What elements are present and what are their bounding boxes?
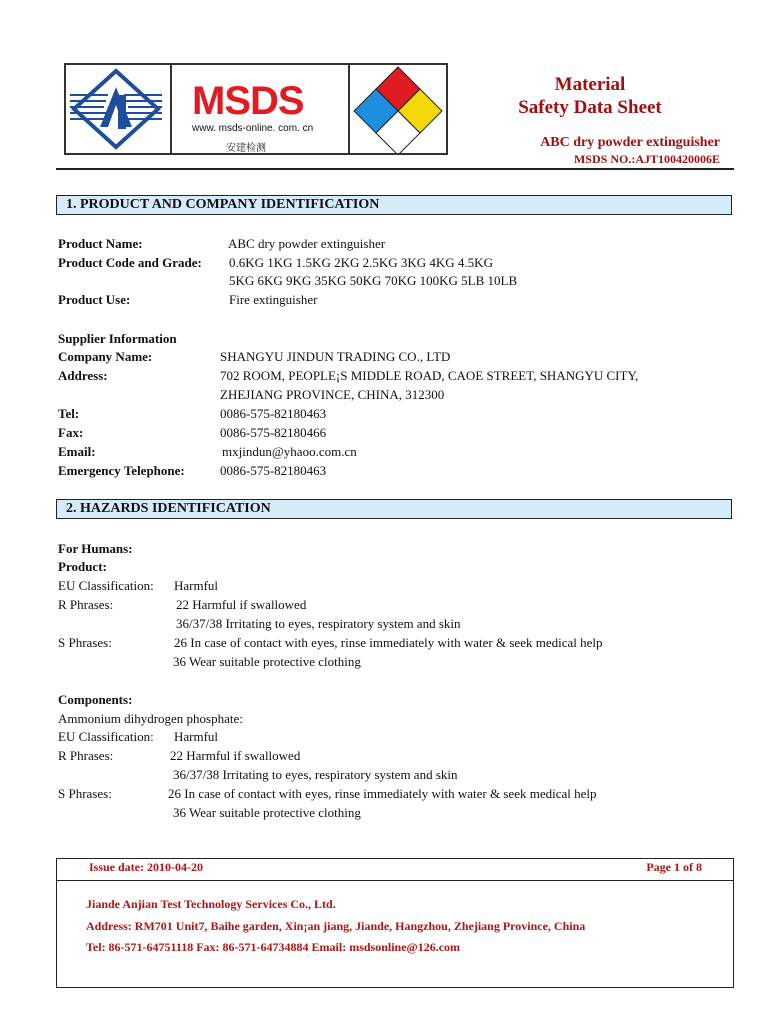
- component-s-phrase-2: 36 Wear suitable protective clothing: [173, 805, 361, 820]
- footer-company: Jiande Anjian Test Technology Services Co., Ltd.: [86, 897, 336, 911]
- component-eu-value: Harmful: [174, 729, 219, 744]
- msds-number: MSDS NO.:AJT100420006E: [573, 152, 720, 166]
- r-phrases-label: R Phrases:: [58, 597, 114, 612]
- product-code-line1: 0.6KG 1KG 1.5KG 2KG 2.5KG 3KG 4KG 4.5KG: [229, 255, 493, 270]
- tel-value: 0086-575-82180463: [220, 406, 327, 421]
- s-phrases-label: S Phrases:: [58, 635, 112, 650]
- component-s-label: S Phrases:: [58, 786, 112, 801]
- fax-value: 0086-575-82180466: [220, 425, 327, 440]
- component-r-phrase-1: 22 Harmful if swallowed: [170, 748, 301, 763]
- nfpa-diamond: [348, 65, 446, 153]
- product-code-line2: 5KG 6KG 9KG 35KG 50KG 70KG 100KG 5LB 10LB: [229, 273, 518, 288]
- address-line1: 702 ROOM, PEOPLE¡S MIDDLE ROAD, CAOE STREET, SHANGYU CITY,: [220, 368, 639, 383]
- msds-url: www. msds-online. com. cn: [192, 123, 314, 134]
- component-r-phrase-2: 36/37/38 Irritating to eyes, respiratory system and skin: [173, 767, 458, 782]
- nfpa-diamond-icon: [348, 65, 448, 153]
- product-use-value: Fire extinguisher: [229, 292, 318, 307]
- aj-logo-icon: [66, 65, 166, 153]
- header-divider: [56, 168, 734, 170]
- component-eu-label: EU Classification:: [58, 729, 154, 744]
- product-subheading: Product:: [58, 559, 107, 574]
- section1-heading: 1. PRODUCT AND COMPANY IDENTIFICATION: [56, 195, 732, 215]
- product-use-label: Product Use:: [58, 292, 131, 307]
- footer-contact: Tel: 86-571-64751118 Fax: 86-571-64734884 Email: msdsonline@126.com: [86, 940, 461, 954]
- issue-date: Issue date: 2010-04-20: [89, 860, 203, 874]
- doc-product-subtitle: ABC dry powder extinguisher: [540, 135, 720, 150]
- emergency-phone-value: 0086-575-82180463: [220, 463, 327, 478]
- product-code-label: Product Code and Grade:: [58, 255, 202, 270]
- address-label: Address:: [58, 368, 108, 383]
- component-r-label: R Phrases:: [58, 748, 114, 763]
- footer-divider: [56, 880, 734, 881]
- s-phrase-1: 26 In case of contact with eyes, rinse immediately with water & seek medical help: [174, 635, 603, 650]
- s-phrase-2: 36 Wear suitable protective clothing: [173, 654, 361, 669]
- msds-logo: [170, 65, 350, 153]
- components-label: Components:: [58, 692, 133, 707]
- msds-chinese-tagline: 安建检测: [226, 143, 266, 154]
- email-value: mxjindun@yhaoo.com.cn: [222, 444, 357, 459]
- component-name: Ammonium dihydrogen phosphate:: [58, 711, 243, 726]
- company-name-value: SHANGYU JINDUN TRADING CO., LTD: [220, 349, 451, 364]
- fax-label: Fax:: [58, 425, 84, 440]
- product-name-label: Product Name:: [58, 236, 143, 251]
- doc-title-line2: Safety Data Sheet: [518, 97, 662, 118]
- footer-address: Address: RM701 Unit7, Baihe garden, Xin¡an jiang, Jiande, Hangzhou, Zhejiang Province, China: [86, 919, 586, 933]
- section2-heading: 2. HAZARDS IDENTIFICATION: [56, 499, 732, 519]
- component-s-phrase-1: 26 In case of contact with eyes, rinse immediately with water & seek medical help: [168, 786, 597, 801]
- supplier-info-label: Supplier Information: [58, 331, 177, 346]
- eu-classification-value: Harmful: [174, 578, 219, 593]
- product-name-value: ABC dry powder extinguisher: [228, 236, 386, 251]
- eu-classification-label: EU Classification:: [58, 578, 154, 593]
- msds-wordmark: MSDS: [192, 79, 304, 123]
- aj-logo: [66, 65, 172, 153]
- page-number: Page 1 of 8: [646, 860, 702, 874]
- emergency-phone-label: Emergency Telephone:: [58, 463, 185, 478]
- email-label: Email:: [58, 444, 96, 459]
- doc-title-line1: Material: [554, 74, 626, 95]
- company-name-label: Company Name:: [58, 349, 153, 364]
- for-humans-label: For Humans:: [58, 541, 133, 556]
- header-logo-box: [64, 63, 448, 155]
- r-phrase-2: 36/37/38 Irritating to eyes, respiratory system and skin: [176, 616, 461, 631]
- address-line2: ZHEJIANG PROVINCE, CHINA, 312300: [220, 387, 445, 402]
- r-phrase-1: 22 Harmful if swallowed: [176, 597, 307, 612]
- tel-label: Tel:: [58, 406, 80, 421]
